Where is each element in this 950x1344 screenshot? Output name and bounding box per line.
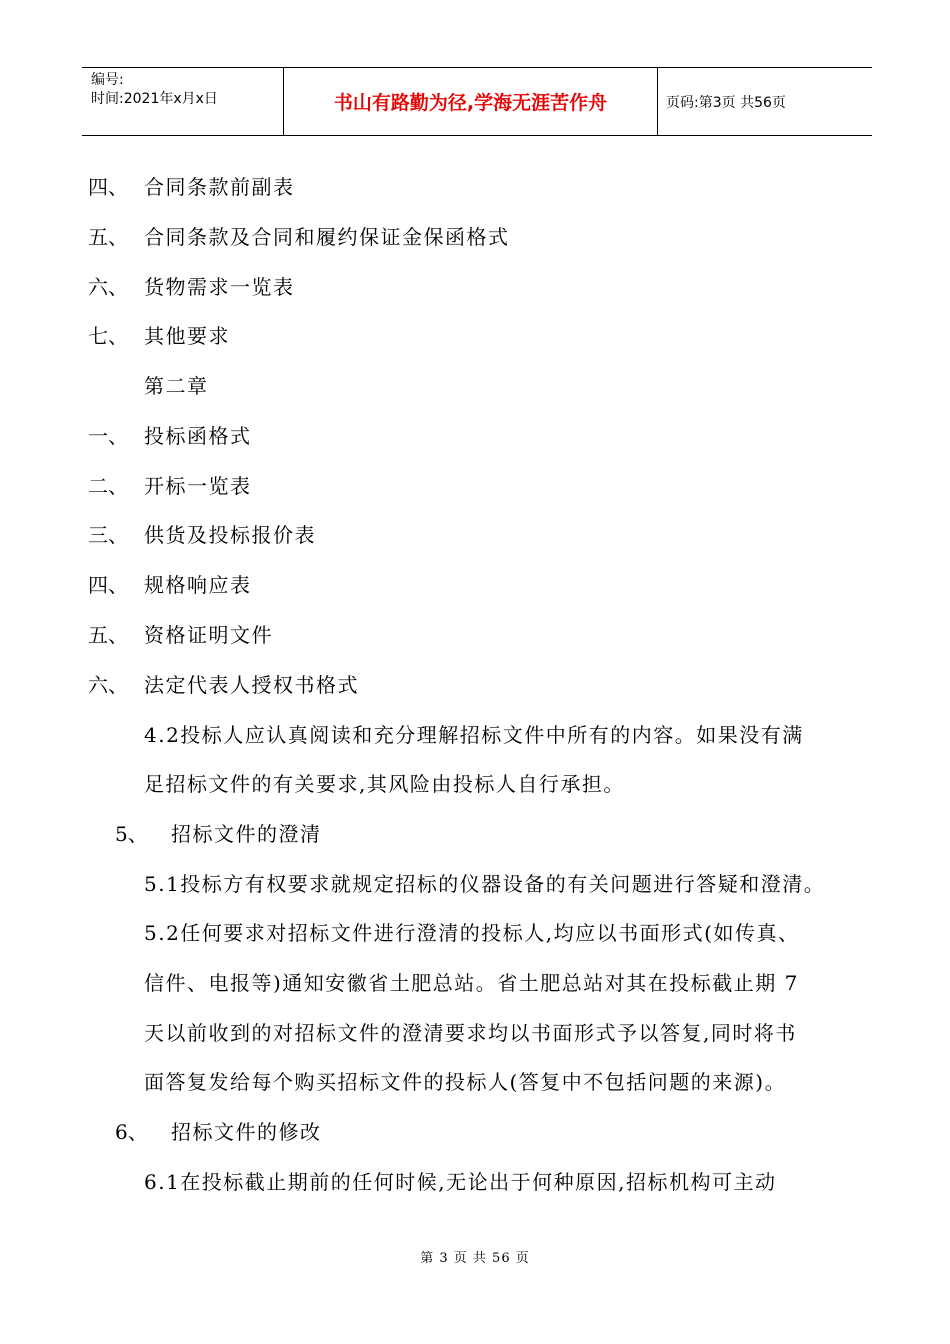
toc-item-text: 供货及投标报价表	[144, 523, 316, 547]
toc-item-number: 六、	[88, 275, 128, 299]
paragraph-line: 5.1投标方有权要求就规定招标的仪器设备的有关问题进行答疑和澄清。	[144, 872, 826, 896]
toc-item-number: 五、	[88, 225, 128, 249]
chapter-title: 第二章	[144, 374, 209, 398]
toc-item-number: 六、	[88, 673, 128, 697]
paragraph-line: 天以前收到的对招标文件的澄清要求均以书面形式予以答复,同时将书	[144, 1021, 797, 1045]
section-title: 招标文件的修改	[171, 1120, 322, 1144]
paragraph-line: 信件、电报等)通知安徽省土肥总站。省土肥总站对其在投标截止期 7	[144, 971, 799, 995]
header-time-label: 时间:2021年x月x日	[91, 91, 218, 107]
paragraph-line: 4.2投标人应认真阅读和充分理解招标文件中所有的内容。如果没有满	[144, 723, 804, 747]
toc-item-number: 七、	[88, 324, 128, 348]
toc-item-text: 投标函格式	[144, 424, 252, 448]
toc-item-number: 五、	[88, 623, 128, 647]
toc-item-text: 规格响应表	[144, 573, 252, 597]
section-title: 招标文件的澄清	[171, 822, 322, 846]
toc-item-text: 合同条款及合同和履约保证金保函格式	[144, 225, 510, 249]
toc-item-text: 资格证明文件	[144, 623, 273, 647]
section-number: 6、	[115, 1120, 148, 1144]
toc-item-number: 一、	[88, 424, 128, 448]
header-motto: 书山有路勤为径,学海无涯苦作舟	[333, 92, 608, 114]
toc-item-text: 法定代表人授权书格式	[144, 673, 359, 697]
toc-item-number: 四、	[88, 175, 128, 199]
page-header	[82, 67, 872, 136]
toc-item-text: 开标一览表	[144, 474, 252, 498]
header-page-label: 页码:第3页 共56页	[666, 94, 786, 111]
header-number-label: 编号:	[91, 72, 124, 88]
toc-item-number: 四、	[88, 573, 128, 597]
section-number: 5、	[115, 822, 148, 846]
paragraph-line: 足招标文件的有关要求,其风险由投标人自行承担。	[144, 772, 625, 796]
paragraph-line: 面答复发给每个购买招标文件的投标人(答复中不包括问题的来源)。	[144, 1070, 787, 1094]
toc-item-number: 三、	[88, 523, 128, 547]
page-footer: 第 3 页 共 56 页	[420, 1251, 530, 1266]
toc-item-number: 二、	[88, 474, 128, 498]
header-meta	[82, 68, 283, 135]
header-divider	[657, 68, 658, 135]
paragraph-line: 6.1在投标截止期前的任何时候,无论出于何种原因,招标机构可主动	[144, 1170, 777, 1194]
toc-item-text: 合同条款前副表	[144, 175, 295, 199]
paragraph-line: 5.2任何要求对招标文件进行澄清的投标人,均应以书面形式(如传真、	[144, 921, 800, 945]
toc-item-text: 其他要求	[144, 324, 230, 348]
toc-item-text: 货物需求一览表	[144, 275, 295, 299]
